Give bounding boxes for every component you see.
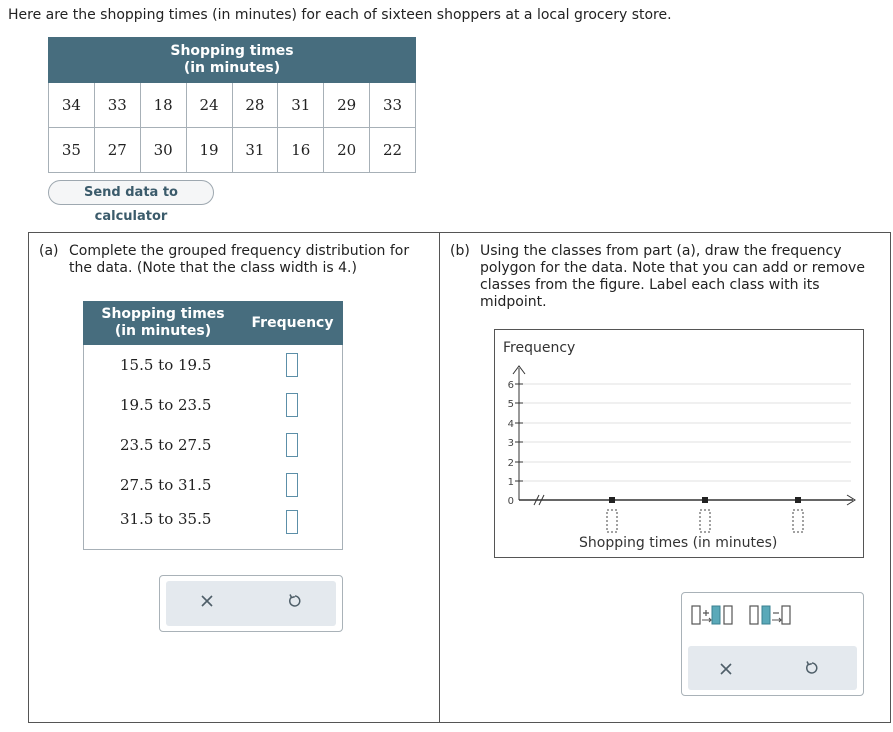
data-cell: 24 (186, 83, 232, 128)
undo-icon (287, 593, 303, 609)
shopping-times-table (48, 37, 416, 173)
y-tick-label: 2 (507, 458, 514, 469)
clear-button[interactable] (200, 593, 214, 613)
class-point (795, 497, 801, 503)
table-row (84, 385, 343, 425)
send-data-button[interactable]: Send data to calculator (48, 180, 214, 205)
midpoint-label-input (607, 510, 617, 532)
part-b-instructions: (b) Using the classes from part (a), draw the frequency polygon for the data. Note that you can add or remove classes from the figure. Label each class with its midpoint. (450, 243, 865, 310)
part-b-panel (439, 232, 891, 723)
frequency-polygon-graph[interactable] (494, 329, 864, 558)
data-cell: 33 (370, 83, 416, 128)
data-cell: 34 (49, 83, 95, 128)
part-a-action-bar (159, 575, 343, 632)
y-tick-label: 3 (507, 438, 514, 449)
clear-button[interactable] (719, 661, 733, 681)
frequency-input[interactable] (286, 433, 298, 457)
data-cell: 22 (370, 128, 416, 173)
frequency-table (83, 301, 343, 550)
undo-icon (804, 660, 820, 676)
table-row (84, 345, 343, 386)
midpoint-label-input (793, 510, 803, 532)
class-label: 15.5 to 19.5 (120, 356, 212, 374)
part-b-tool-panel (681, 592, 864, 696)
add-class-button[interactable] (690, 603, 736, 631)
table-row (84, 465, 343, 505)
x-icon (719, 662, 733, 676)
frequency-input[interactable] (286, 473, 298, 497)
data-cell: 18 (140, 83, 186, 128)
part-a-instructions: (a) Complete the grouped frequency distribution for the data. (Note that the class width is 4.) (39, 243, 410, 276)
data-cell: 31 (278, 83, 324, 128)
data-cell: 29 (324, 83, 370, 128)
y-tick-label: 1 (507, 477, 514, 488)
class-column-header: Shopping times (in minutes) (84, 302, 243, 345)
y-tick-label: 5 (507, 399, 514, 410)
graph-canvas[interactable] (495, 330, 863, 557)
undo-button[interactable] (804, 660, 820, 681)
y-tick-label: 6 (507, 380, 514, 391)
undo-button[interactable] (287, 593, 303, 614)
remove-class-icon (748, 603, 794, 627)
y-tick-label: 0 (507, 496, 514, 507)
data-cell: 35 (49, 128, 95, 173)
data-cell: 27 (94, 128, 140, 173)
x-axis-label: Shopping times (in minutes) (579, 535, 778, 551)
midpoint-label-input (700, 510, 710, 532)
part-a-panel (28, 232, 440, 723)
frequency-input[interactable] (286, 353, 298, 377)
class-label: 31.5 to 35.5 (120, 510, 212, 528)
table-row (84, 425, 343, 465)
table-row (49, 128, 416, 173)
table-row (84, 505, 343, 550)
y-tick-label: 4 (507, 419, 514, 430)
frequency-input[interactable] (286, 510, 298, 534)
data-cell: 33 (94, 83, 140, 128)
class-point (702, 497, 708, 503)
data-cell: 20 (324, 128, 370, 173)
y-axis-label: Frequency (503, 340, 576, 356)
class-point (609, 497, 615, 503)
data-cell: 16 (278, 128, 324, 173)
frequency-column-header: Frequency (243, 302, 343, 345)
class-label: 23.5 to 27.5 (120, 436, 212, 454)
data-table-header: Shopping times (in minutes) (49, 38, 416, 83)
class-label: 19.5 to 23.5 (120, 396, 212, 414)
remove-class-button[interactable] (748, 603, 794, 631)
data-cell: 30 (140, 128, 186, 173)
data-cell: 19 (186, 128, 232, 173)
data-cell: 28 (232, 83, 278, 128)
add-class-icon (690, 603, 736, 627)
intro-text: Here are the shopping times (in minutes) for each of sixteen shoppers at a local grocery store. (8, 7, 672, 23)
class-label: 27.5 to 31.5 (120, 476, 212, 494)
table-row (49, 83, 416, 128)
data-cell: 31 (232, 128, 278, 173)
frequency-input[interactable] (286, 393, 298, 417)
x-icon (200, 594, 214, 608)
